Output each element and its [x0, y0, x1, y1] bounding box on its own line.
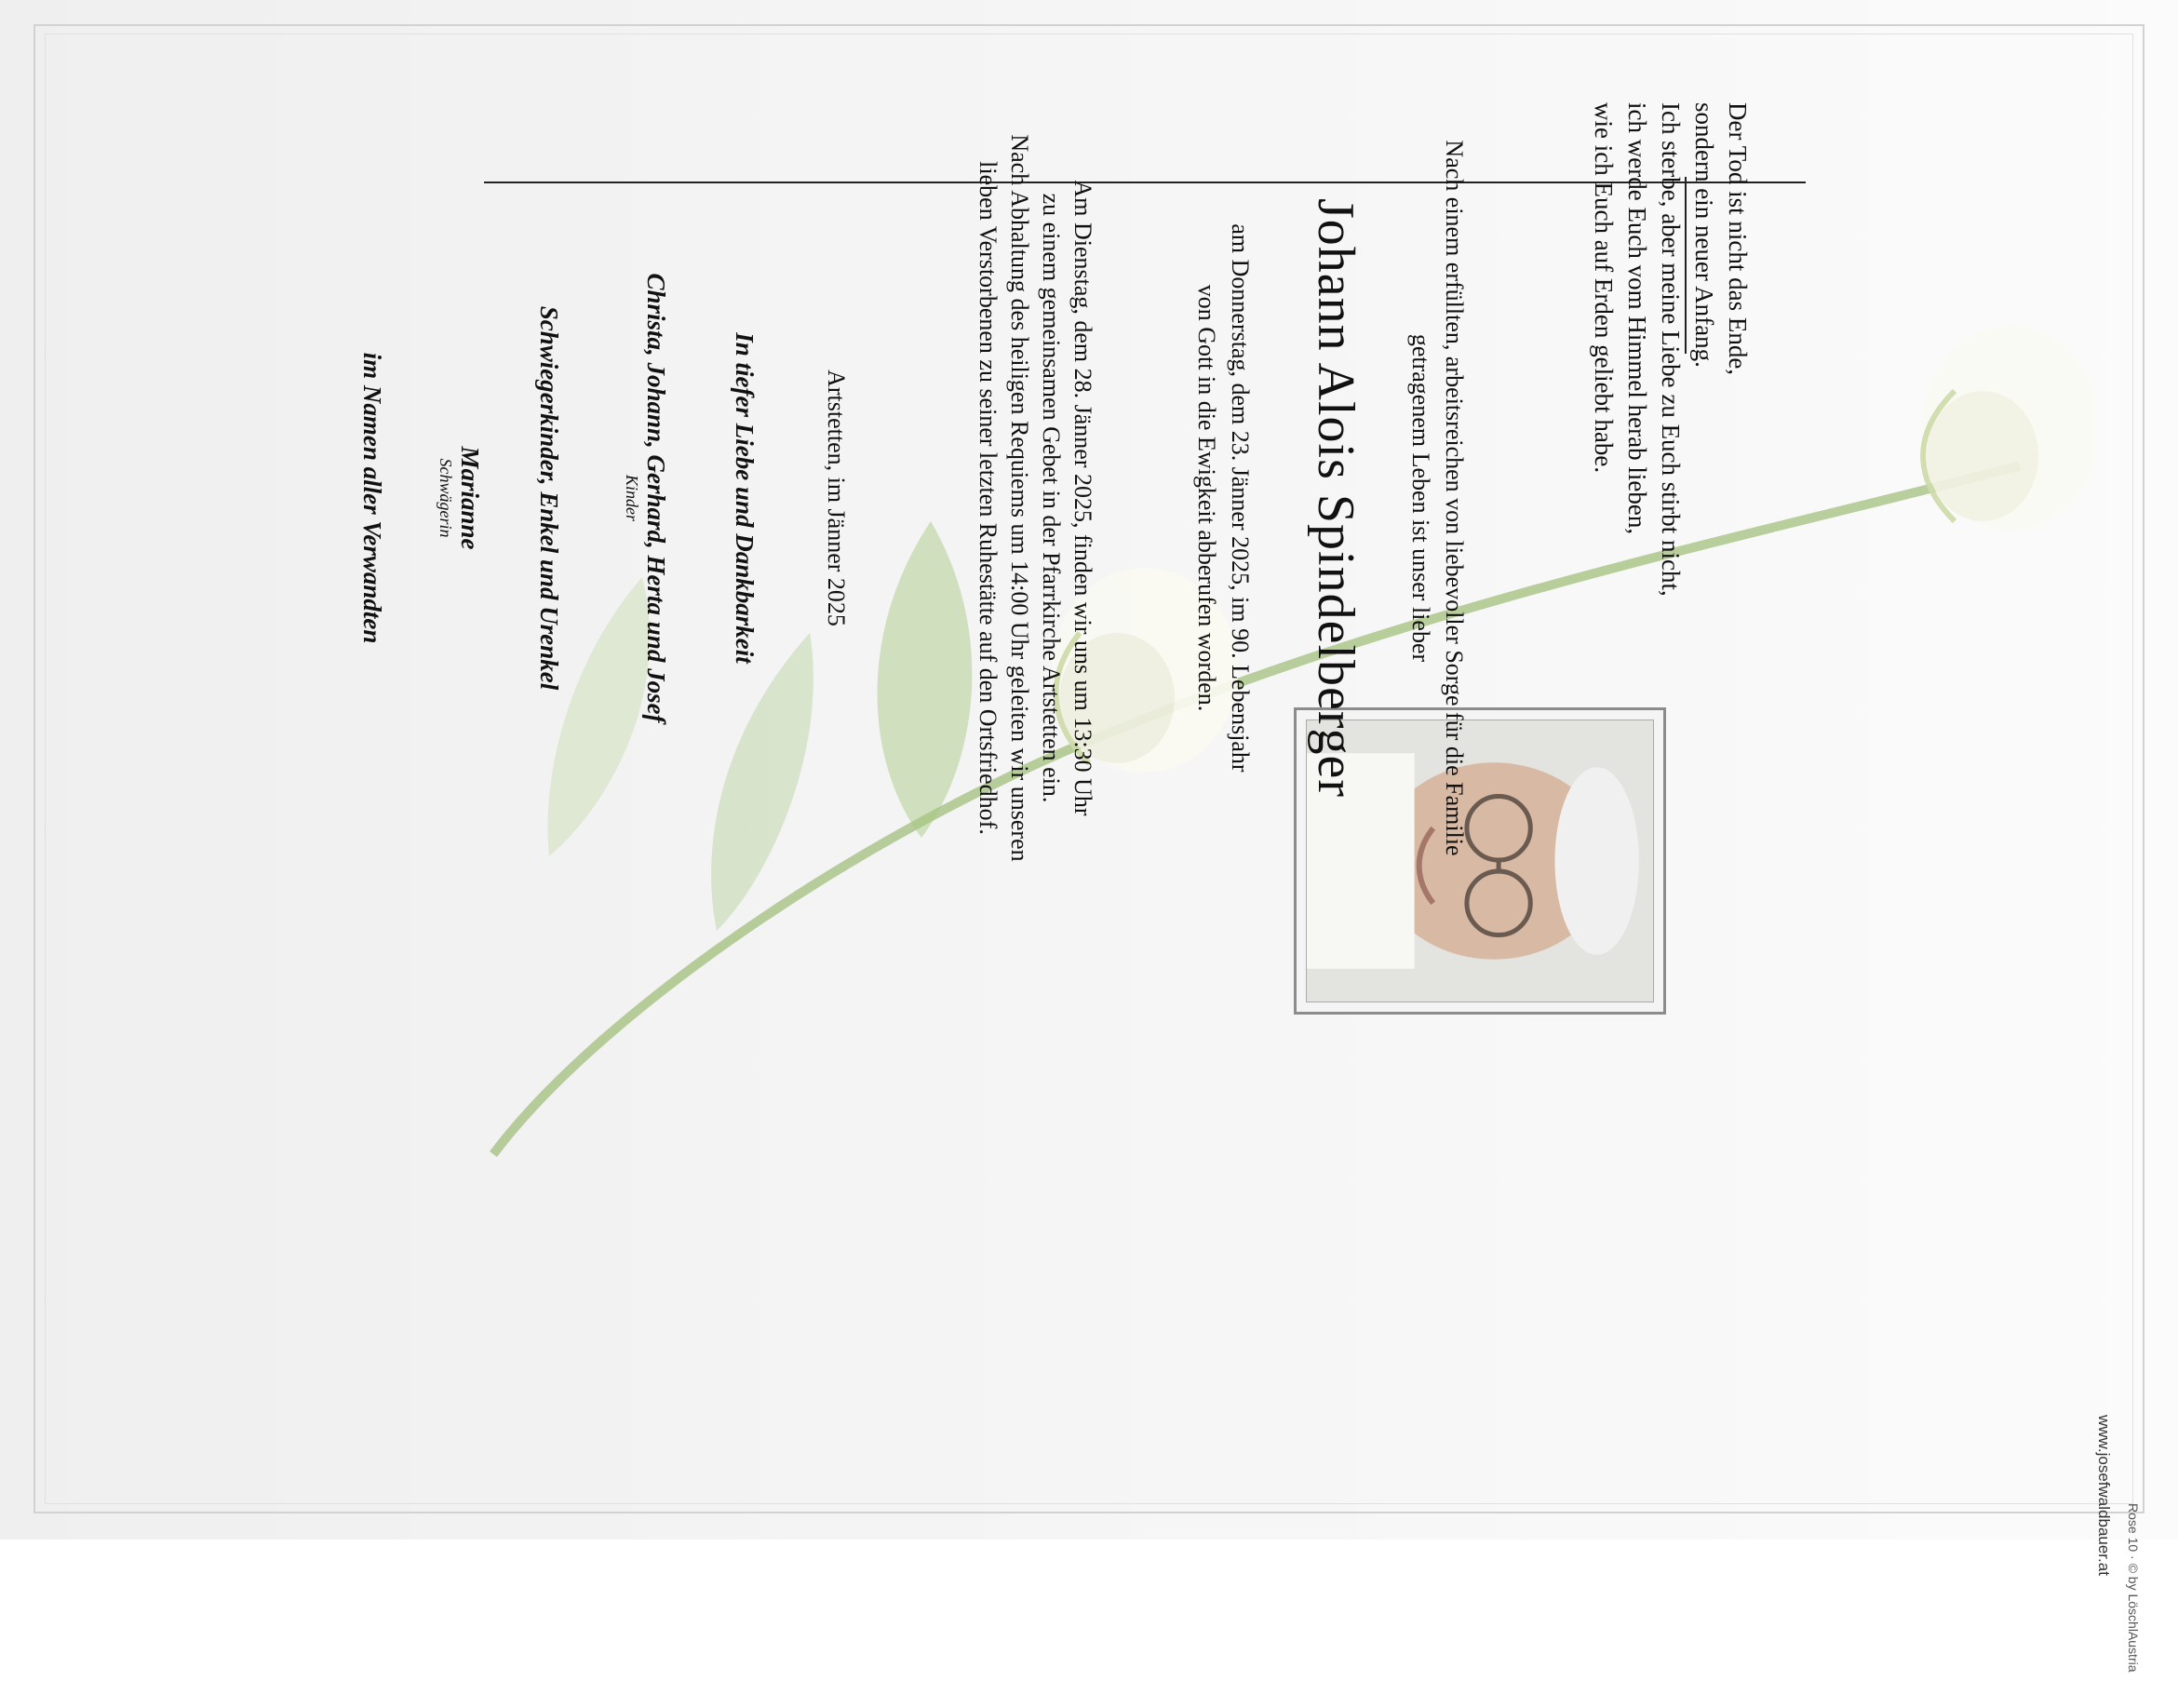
verse-line: sondern ein neuer Anfang. — [1690, 102, 1718, 368]
in-laws-grandchildren: Schwiegerkinder, Enkel und Urenkel — [535, 305, 563, 691]
verse-block — [1587, 102, 1754, 679]
rose-leaf-1 — [878, 521, 973, 838]
intro-block — [1404, 102, 1471, 894]
death-notice — [1190, 102, 1257, 894]
rose-leaf-2 — [711, 633, 813, 931]
children-block — [623, 102, 670, 894]
sister-in-law-label: Schwägerin — [437, 458, 455, 538]
place-date: Artstetten, im Jänner 2025 — [823, 370, 850, 626]
death-line: am Donnerstag, dem 23. Jänner 2025, im 90. Lebensjahr — [1227, 223, 1254, 773]
verse-line: Der Tod ist nicht das Ende, — [1724, 102, 1752, 376]
intro-line: getragenem Leben ist unser lieber — [1407, 333, 1434, 663]
verse-line: wie ich Euch auf Erden geliebt habe. — [1590, 102, 1618, 474]
deceased-name: Johann Alois Spindelberger — [1307, 197, 1365, 799]
funeral-line: Nach Abhaltung des heiligen Requiems um 14:00 Uhr geleiten wir unseren — [1006, 134, 1033, 862]
design-credit: Rose 10 · © by LöschlAustria — [2126, 1503, 2141, 1673]
rose-bloom-top — [1922, 326, 2094, 531]
children-label: Kinder — [623, 474, 641, 521]
funeral-line: zu einem gemeinsamen Gebet in der Pfarrkirche Artstetten ein. — [1038, 193, 1065, 803]
mourning-phrase: In tiefer Liebe und Dankbarkeit — [731, 332, 759, 664]
sister-in-law-block — [437, 102, 484, 894]
sister-in-law-name: Marianne — [456, 446, 484, 550]
verse-line: ich werde Euch vom Himmel herab lieben, — [1623, 102, 1651, 535]
funeral-details — [972, 102, 1098, 894]
death-line: von Gott in die Ewigkeit abberufen worden. — [1193, 284, 1220, 712]
website-link[interactable]: www.josefwaldbauer.at — [2095, 1415, 2113, 1576]
all-relatives: im Namen aller Verwandten — [358, 352, 386, 644]
funeral-line: lieben Verstorbenen zu seiner letzten Ruhestätte auf den Ortsfriedhof. — [975, 161, 1002, 835]
verse-line: Ich sterbe, aber meine Liebe zu Euch stirbt nicht, — [1657, 102, 1685, 597]
children-names: Christa, Johann, Gerhard, Herta und Josef — [642, 273, 670, 723]
intro-line: Nach einem erfüllten, arbeitsreichen von liebevoller Sorge für die Familie — [1441, 140, 1468, 856]
funeral-line: Am Dienstag, dem 28. Jänner 2025, finden wir uns um 13:30 Uhr — [1069, 180, 1096, 816]
